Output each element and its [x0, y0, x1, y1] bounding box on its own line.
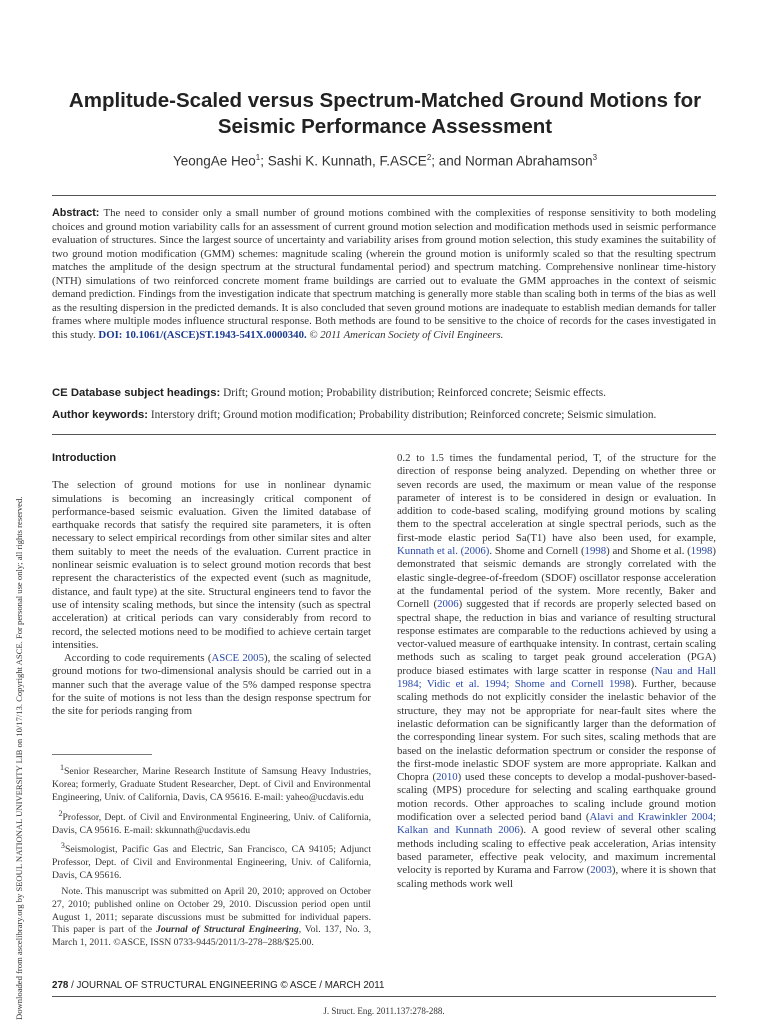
paragraph: According to code requirements (ASCE 2005), the scaling of selected ground motions for two-dimensional analysis should be carried out in a manner such that the average value of the 5% damped response spectra for the suite of motions is not less than the design response spectrum for the site for periods ranging from [52, 652, 371, 718]
journal-footer: / JOURNAL OF STRUCTURAL ENGINEERING © ASCE / MARCH 2011 [68, 980, 385, 991]
citation-link[interactable]: 1998 [690, 545, 713, 558]
footnote-3: $^3$Seismologist, Pacific Gas and Electric, San Francisco, CA 94105; Adjunct Professor, Dept. of Civil and Environmental Engineering, Univ. of California, Davis, CA 95616. [52, 841, 372, 882]
download-notice: Downloaded from ascelibrary.org by SEOUL NATIONAL UNIVERSITY LIB on 10/17/13. Copyright ASCE. For personal use only; all rights reserved. [14, 496, 24, 1020]
submission-note: Note. This manuscript was submitted on April 20, 2010; approved on October 27, 2010; published online on October 29, 2010. Discussion period open until August 1, 2011; separate discussions must be submitted for individual papers. This paper is part of the Journal of Structural Engineering, Vol. 137, No. 3, March 1, 2011. ©ASCE, ISSN 0733-9445/2011/3-278–288/$25.00. [52, 886, 371, 949]
citation-link[interactable]: 2003 [590, 864, 612, 877]
footnotes [52, 762, 371, 953]
footnote-rule [52, 754, 152, 755]
ce-headings [52, 387, 716, 399]
author-line [60, 153, 710, 169]
doi-link[interactable]: 10.1061/(ASCE)ST.1943-541X.0000340. [125, 328, 307, 341]
rule-top [52, 195, 716, 196]
journal-citation: J. Struct. Eng. 2011.137:278-288. [323, 1006, 445, 1016]
author-keywords-text: Interstory drift; Ground motion modification; Probability distribution; Reinforced concrete; Seismic simulation. [150, 409, 657, 421]
footnote-1: $^1$Senior Researcher, Marine Research Institute of Samsung Heavy Industries, Korea; formerly, Graduate Student Researcher, Dept. of Civil and Environmental Engineering, Univ. of California, Davis, CA 95616. E-mail: yaheo@ucdavis.edu [52, 763, 371, 803]
citation-link[interactable]: Alavi and Krawinkler 2004; Kalkan and Kunnath 2006 [397, 811, 716, 837]
citation-link[interactable]: 2006 [437, 598, 459, 611]
citation-link[interactable]: Nau and Hall 1984; Vidic et al. 1994; Shome and Cornell 1998 [397, 664, 716, 691]
author-keywords [52, 409, 716, 421]
page-footer [52, 980, 384, 991]
right-column [397, 452, 716, 891]
citation-link[interactable]: ASCE 2005 [211, 652, 264, 665]
author-2: ; Sashi K. Kunnath, F.ASCE [260, 153, 427, 169]
paper-title: Amplitude-Scaled versus Spectrum-Matched Ground Motions for Seismic Performance Assessment [68, 89, 702, 138]
author-keywords-label: Author keywords: [52, 409, 149, 421]
citation-link[interactable]: 1998 [584, 545, 607, 558]
abstract-text: The need to consider only a small number of ground motions combined with the complexities of response sensitivity to both modeling choices and ground motion variability calls for an assessment of current ground motion selection and modification methods used in seismic performance evaluation of structures. Since the largest source of uncertainty and variability arises from ground motion selection, this study examines the suitability of two ground motion modification (GMM) schemes: magnitude scaling (wherein the ground motion is uniformly scaled so that the resulting spectrum matches the amplitude of the design spectrum at the structural fundamental period) and spectrum matching. Comprehensive nonlinear time-history (NTH) simulations of two reinforced concrete moment frame buildings are carried out to evaluate the GMM approaches in the context of seismic demand prediction. Findings from the investigation indicate that spectrum matching is generally more stable than scaling both in terms of the bias as well as the resulting dispersion in the predicted demands. It is also concluded that seven ground motions are inadequate to establish median demands for taller frames where multiple modes influence structural response. Both methods are found to be sensitive to the choice of records for the cases investigated in this study. [52, 207, 716, 341]
abstract [52, 207, 716, 342]
author-3: ; and Norman Abrahamson [431, 153, 593, 169]
paragraph: 0.2 to 1.5 times the fundamental period, T, of the structure for the direction of response being analyzed. Depending on whether three or seven records are used, the maximum or mean value of the response parameter of interest is to be considered in design or evaluation. In addition to code-based scaling, modifying ground motions by scaling them to the spectral acceleration at single spectral periods, such as the first-mode elastic period Sa(T1) have also been used, for example, Kunnath et al. (2006). Shome and Cornell (1998) and Shome et al. (1998) demonstrated that seismic demands are strongly correlated with the elastic single-degree-of-freedom (SDOF) oscillator response acceleration at the fundamental period of the system. More recently, Baker and Cornell (2006) suggested that if records are properly selected based on spectral shape, the reduction in bias and variance of resulting structural response estimates are comparable to the reductions achieved by using a vector-valued measure of earthquake intensity. In contrast, certain scaling methods such as scaling to target peak ground acceleration (PGA) produce biased estimates with large scatter in response (Nau and Hall 1984; Vidic et al. 1994; Shome and Cornell 1998). Further, because scaling methods do not explicitly consider the inelastic behavior of the structure, they may not be appropriate for near-fault sites where the inelastic deformation can be significantly larger than the deformation of the corresponding linear system. For such sites, scaling methods that are based on the inelastic deformation spectrum or consider the response of the first-mode inelastic SDOF system are more appropriate. Kalkan and Chopra (2010) used these concepts to develop a modal-pushover-based-scaling (MPS) procedure for selecting and scaling earthquake ground motion records. Other approaches to scaling include ground motion modification over a selected period band (Alavi and Krawinkler 2004; Kalkan and Kunnath 2006). A good review of several other scaling methods including scaling to effective peak acceleration, Arias intensity based parameter, effective peak velocity, and maximum incremental velocity is reported by Kurama and Farrow (2003), where it is shown that scaling methods work well [397, 452, 716, 890]
left-column [52, 452, 371, 719]
rule-bottom [52, 996, 716, 997]
ce-headings-text: Drift; Ground motion; Probability distribution; Reinforced concrete; Seismic effects. [223, 387, 606, 399]
author-2-mark: 2 [426, 153, 432, 162]
ce-headings-label: CE Database subject headings: [52, 387, 221, 399]
page-number: 278 [52, 980, 69, 991]
author-3-mark: 3 [592, 153, 598, 162]
rule-mid [52, 434, 716, 435]
footnote-2: $^2$Professor, Dept. of Civil and Environmental Engineering, Univ. of California, Davis, CA 95616. E-mail: skkunnath@ucdavis.edu [52, 808, 372, 836]
doi-label: DOI: [98, 328, 123, 341]
citation-link[interactable]: 2010 [436, 771, 458, 784]
author-1-mark: 1 [255, 153, 261, 162]
section-heading: Introduction [52, 452, 117, 464]
paragraph: The selection of ground motions for use in nonlinear dynamic simulations is becoming an increasingly critical component of performance-based seismic evaluation. Given the limited database of earthquake records that satisfy the required site parameters, it is often necessary to select empirical recordings from other similar sites and alter them suitably to meet the needs of the evaluation. Current practice in nonlinear seismic evaluation is to select ground motion records that best represent the characteristics of the expected event (such as magnitude, distance, and fault type) at the site. Structural engineers tend to favor the use of intensity scaling methods, but since the intensity (such as spectral acceleration) at critical periods can vary considerably from record to record, the selected motions need to be modified to achieve certain target intensities. [52, 479, 371, 651]
author-1: YeongAe Heo [172, 153, 256, 169]
copyright: © 2011 American Society of Civil Engineers. [309, 328, 504, 341]
citation-link[interactable]: Kunnath et al. (2006) [397, 545, 490, 558]
abstract-label: Abstract: [52, 207, 100, 219]
